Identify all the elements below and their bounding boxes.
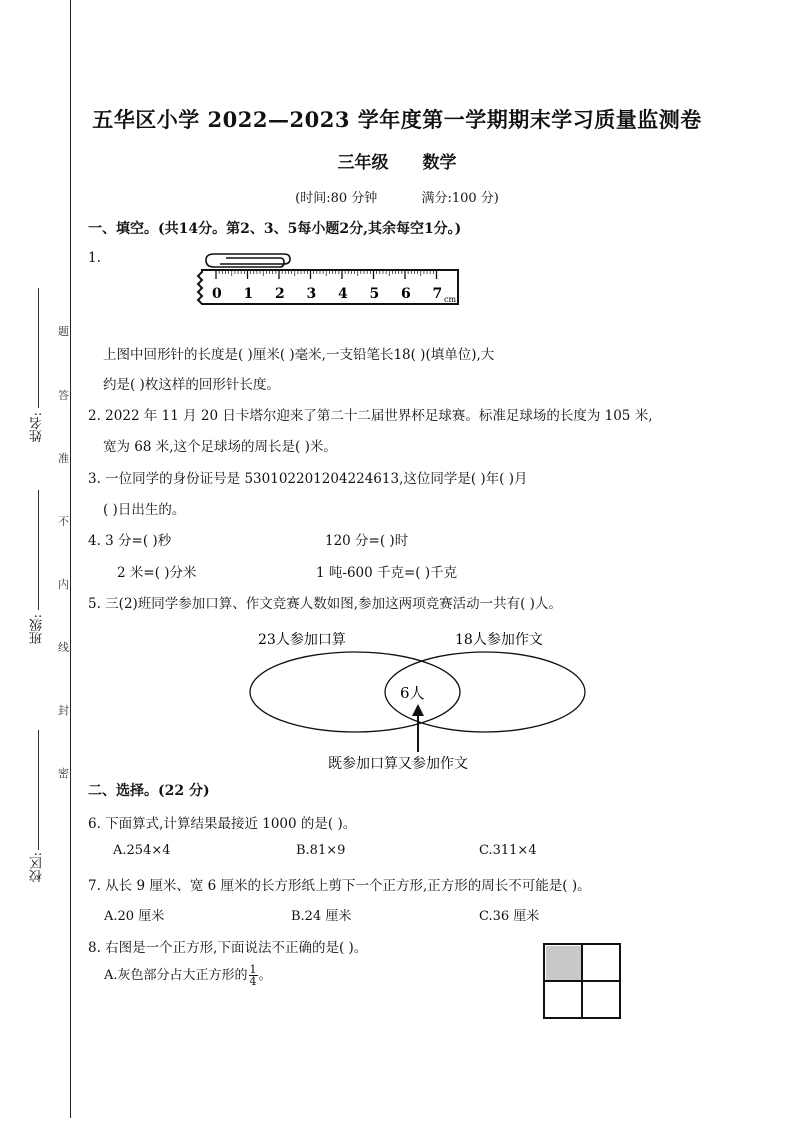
q1-line2: 约是( )枚这样的回形针长度。 — [103, 377, 280, 393]
q2-line2: 宽为 68 米,这个足球场的周长是( )米。 — [103, 439, 337, 455]
ruler-number: 7 — [432, 286, 443, 302]
class-underline — [38, 490, 39, 610]
q1-number: 1. — [88, 250, 101, 266]
q7-text: 7. 从长 9 厘米、宽 6 厘米的长方形纸上剪下一个正方形,正方形的周长不可能是( )。 — [88, 878, 591, 894]
name-label: 姓名: — [30, 412, 45, 443]
name-underline — [38, 288, 39, 408]
fraction-numerator: 1 — [249, 963, 257, 976]
exam-meta — [0, 187, 794, 206]
q7-option-b: B.24 厘米 — [291, 909, 352, 924]
ruler-number: 4 — [338, 286, 348, 302]
school-underline — [38, 730, 39, 850]
seal-char: 封 — [58, 704, 69, 717]
venn-center-label: 6人 — [400, 684, 425, 702]
venn-diagram — [240, 624, 600, 774]
arrow-up-icon — [412, 704, 424, 716]
section-2-heading: 二、选择。(22 分) — [88, 783, 210, 799]
q1-line1: 上图中回形针的长度是( )厘米( )毫米,一支铅笔长18( )(填单位),大 — [103, 347, 495, 363]
venn-left-circle — [250, 652, 460, 732]
venn-right-label: 18人参加作文 — [455, 632, 543, 648]
exam-subtitle — [0, 148, 794, 173]
seal-char: 答 — [58, 389, 69, 402]
ruler-number: 0 — [212, 286, 222, 302]
q8-option-a — [104, 964, 272, 987]
ruler-number: 6 — [401, 286, 411, 302]
q5-line: 5. 三(2)班同学参加口算、作文竞赛人数如图,参加这两项竞赛活动一共有( )人。 — [88, 596, 562, 612]
section-1-heading: 一、填空。(共14分。第2、3、5每小题2分,其余每空1分。) — [88, 221, 462, 237]
ruler-unit: cm — [444, 295, 457, 304]
q4-c: 2 米=( )分米 — [117, 565, 197, 581]
time-limit: (时间:80 分钟 — [295, 191, 378, 206]
paperclip-icon — [206, 254, 290, 267]
q4-d: 1 吨-600 千克=( )千克 — [316, 565, 458, 581]
q4-a: 4. 3 分=( )秒 — [88, 533, 172, 549]
ruler-figure — [190, 250, 470, 316]
q7-option-a: A.20 厘米 — [104, 909, 165, 924]
venn-left-label: 23人参加口算 — [258, 632, 346, 648]
square-figure — [540, 942, 624, 1022]
seal-char: 密 — [58, 767, 69, 780]
ruler-number: 1 — [243, 286, 254, 302]
class-label: 班级: — [30, 614, 45, 645]
school-label: 校区: — [30, 852, 45, 883]
venn-caption: 既参加口算又参加作文 — [328, 756, 468, 772]
ruler-number: 5 — [369, 286, 380, 302]
fraction-denominator: 4 — [249, 975, 257, 988]
grade-label: 三年级 — [337, 153, 389, 173]
q3-line2: ( )日出生的。 — [103, 502, 186, 518]
full-score: 满分:100 分) — [421, 191, 499, 206]
seal-char: 准 — [58, 452, 69, 465]
ruler-body — [198, 270, 458, 304]
q6-option-b: B.81×9 — [296, 843, 346, 858]
seal-char: 不 — [58, 515, 69, 528]
q8-option-a-suffix: 。 — [258, 968, 272, 983]
seal-char: 内 — [58, 578, 69, 591]
q8-option-a-prefix: A.灰色部分占大正方形的 — [104, 968, 248, 983]
q6-option-a: A.254×4 — [113, 843, 171, 858]
shaded-quarter — [546, 946, 582, 981]
q3-line1: 3. 一位同学的身份证号是 530102201204224613,这位同学是( )年( )月 — [88, 471, 528, 487]
q7-option-c: C.36 厘米 — [479, 909, 540, 924]
q2-line1: 2. 2022 年 11 月 20 日卡塔尔迎来了第二十二届世界杯足球赛。标准足球场的长度为 105 米, — [88, 408, 653, 424]
q4-b: 120 分=( )时 — [325, 533, 409, 549]
q8-text: 8. 右图是一个正方形,下面说法不正确的是( )。 — [88, 940, 368, 956]
exam-title: 五华区小学 2022—2023 学年度第一学期期末学习质量监测卷 — [92, 107, 702, 132]
fraction — [249, 964, 258, 987]
seal-char: 题 — [58, 325, 69, 338]
seal-char: 线 — [58, 641, 69, 654]
q6-text: 6. 下面算式,计算结果最接近 1000 的是( )。 — [88, 816, 357, 832]
ruler — [198, 270, 458, 304]
q6-option-c: C.311×4 — [479, 843, 537, 858]
subject-label: 数学 — [422, 153, 457, 173]
ruler-number: 3 — [306, 286, 317, 302]
ruler-number: 2 — [275, 286, 285, 302]
